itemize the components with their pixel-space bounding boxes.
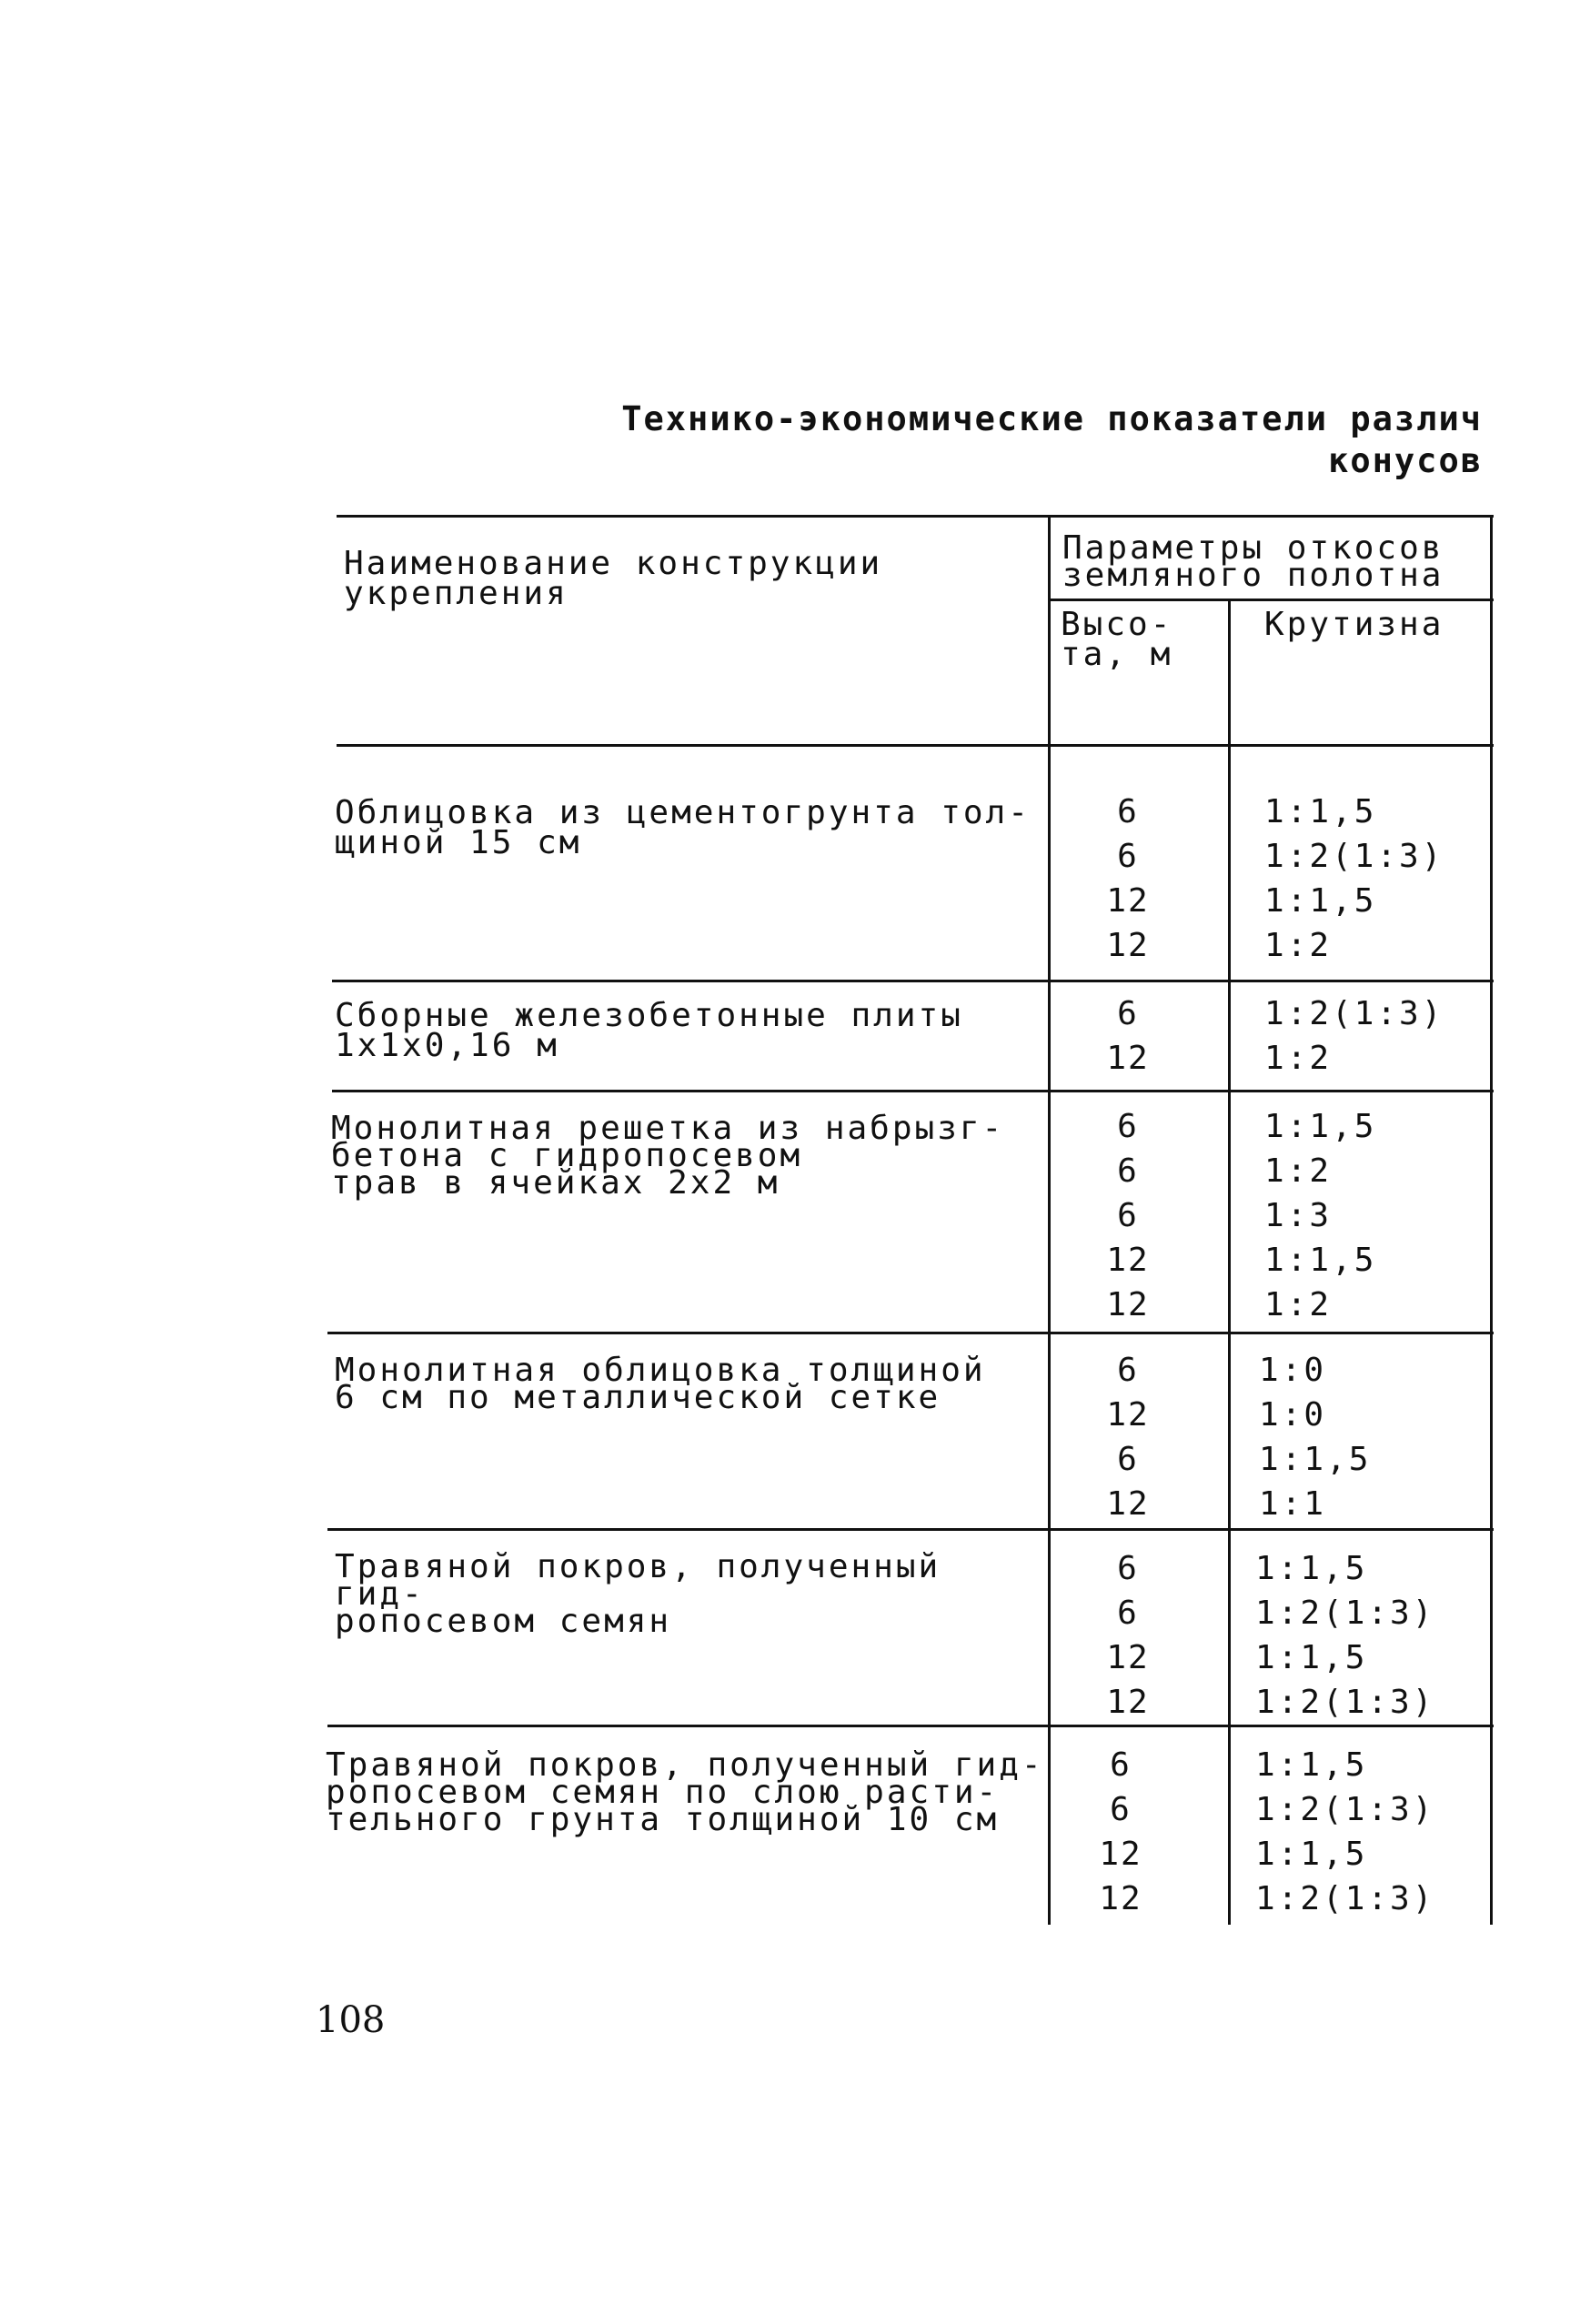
table-title bbox=[391, 398, 1483, 482]
slope-value: 1:2 bbox=[1264, 1286, 1333, 1323]
height-value: 12 bbox=[1106, 882, 1150, 920]
height-value: 6 bbox=[1117, 1352, 1139, 1389]
height-value: 6 bbox=[1117, 1441, 1139, 1478]
table-top-rule bbox=[337, 515, 1494, 518]
title-line-2: конусов bbox=[1328, 441, 1483, 480]
row-slopes bbox=[1255, 1546, 1486, 1725]
row-name: Монолитная облицовка толщиной 6 см по металлической сетке bbox=[335, 1352, 986, 1416]
height-value: 12 bbox=[1106, 1684, 1150, 1721]
row-name: Сборные железобетонные плиты 1х1х0,16 м bbox=[335, 997, 963, 1064]
height-value: 12 bbox=[1099, 1880, 1142, 1917]
slope-value: 1:1,5 bbox=[1255, 1550, 1368, 1587]
slope-value: 1:2(1:3) bbox=[1255, 1880, 1435, 1917]
height-value: 6 bbox=[1117, 1595, 1139, 1632]
row-separator bbox=[327, 1725, 1494, 1727]
row-name: Облицовка из цементогрунта тол- щиной 15 см bbox=[335, 794, 1031, 861]
height-value: 12 bbox=[1099, 1836, 1142, 1873]
title-line-1: Технико-экономические показатели различ bbox=[621, 399, 1483, 438]
slope-value: 1:1,5 bbox=[1255, 1639, 1368, 1676]
row-heights bbox=[1048, 1743, 1193, 1921]
height-value: 6 bbox=[1117, 1108, 1139, 1145]
slope-value: 1:1,5 bbox=[1264, 1108, 1377, 1145]
slope-value: 1:3 bbox=[1264, 1197, 1333, 1234]
slope-value: 1:1,5 bbox=[1264, 1242, 1377, 1279]
height-value: 12 bbox=[1106, 1242, 1150, 1279]
height-value: 6 bbox=[1117, 1197, 1139, 1234]
row-separator bbox=[332, 980, 1494, 982]
height-value: 12 bbox=[1106, 1286, 1150, 1323]
table-divider-name bbox=[1048, 515, 1051, 1925]
row-separator bbox=[327, 1528, 1494, 1531]
page-number: 108 bbox=[316, 1999, 386, 2041]
slope-value: 1:2 bbox=[1264, 927, 1333, 964]
height-value: 12 bbox=[1106, 1040, 1150, 1077]
header-params-group: Параметры откосов земляного полотна bbox=[1062, 529, 1444, 594]
height-value: 6 bbox=[1110, 1791, 1132, 1828]
slope-value: 1:2(1:3) bbox=[1255, 1791, 1435, 1828]
slope-value: 1:2(1:3) bbox=[1255, 1595, 1435, 1632]
header-bottom-rule bbox=[337, 744, 1494, 747]
slope-value: 1:1 bbox=[1259, 1485, 1327, 1523]
slope-value: 1:2(1:3) bbox=[1264, 838, 1444, 875]
row-slopes bbox=[1255, 1743, 1486, 1921]
slope-value: 1:2 bbox=[1264, 1040, 1333, 1077]
row-separator bbox=[327, 1332, 1494, 1334]
slope-value: 1:2 bbox=[1264, 1152, 1333, 1190]
header-slope-col: Крутизна bbox=[1264, 606, 1444, 643]
row-separator bbox=[332, 1090, 1494, 1092]
slope-value: 1:1,5 bbox=[1264, 793, 1377, 830]
slope-value: 1:0 bbox=[1259, 1352, 1327, 1389]
height-value: 12 bbox=[1106, 927, 1150, 964]
row-heights bbox=[1055, 1348, 1201, 1526]
row-slopes bbox=[1264, 1104, 1487, 1327]
slope-value: 1:1,5 bbox=[1255, 1746, 1368, 1784]
row-slopes bbox=[1259, 1348, 1486, 1526]
row-heights bbox=[1055, 1104, 1201, 1327]
table-right-border bbox=[1490, 515, 1493, 1925]
header-name-col: Наименование конструкции укрепления bbox=[344, 545, 883, 612]
row-heights bbox=[1055, 991, 1201, 1081]
slope-value: 1:1,5 bbox=[1264, 882, 1377, 920]
slope-value: 1:1,5 bbox=[1255, 1836, 1368, 1873]
row-slopes bbox=[1264, 790, 1487, 968]
height-value: 6 bbox=[1110, 1746, 1132, 1784]
slope-value: 1:0 bbox=[1259, 1396, 1327, 1434]
slope-value: 1:2(1:3) bbox=[1255, 1684, 1435, 1721]
height-value: 6 bbox=[1117, 793, 1139, 830]
row-heights bbox=[1055, 1546, 1201, 1725]
height-value: 6 bbox=[1117, 995, 1139, 1032]
row-name: Травяной покров, полученный гид- ропосевом семян по слою расти- тельного грунта толщиной 10 см bbox=[326, 1746, 1044, 1838]
header-height-col: Высо- та, м bbox=[1061, 606, 1173, 673]
row-name: Монолитная решетка из набрызг- бетона с гидропосевом трав в ячейках 2х2 м bbox=[331, 1110, 1005, 1202]
height-value: 12 bbox=[1106, 1639, 1150, 1676]
height-value: 6 bbox=[1117, 1550, 1139, 1587]
params-group-rule bbox=[1048, 599, 1494, 601]
slope-value: 1:1,5 bbox=[1259, 1441, 1372, 1478]
height-value: 6 bbox=[1117, 838, 1139, 875]
slope-value: 1:2(1:3) bbox=[1264, 995, 1444, 1032]
height-value: 12 bbox=[1106, 1485, 1150, 1523]
row-heights bbox=[1055, 790, 1201, 968]
height-value: 12 bbox=[1106, 1396, 1150, 1434]
row-name: Травяной покров, полученный гид- ропосевом семян bbox=[335, 1548, 941, 1640]
row-slopes bbox=[1264, 991, 1487, 1081]
height-value: 6 bbox=[1117, 1152, 1139, 1190]
